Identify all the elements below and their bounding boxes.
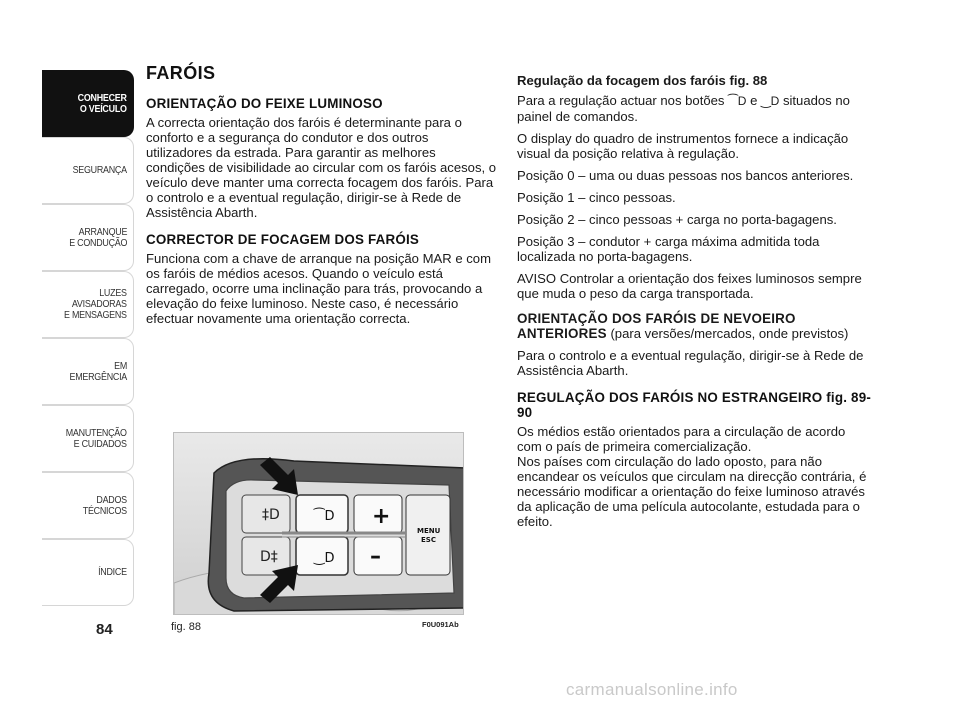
fog-lights-paragraph bbox=[517, 311, 872, 341]
tab-label: CONHECER O VEÍCULO bbox=[77, 91, 127, 115]
section-heading-focus-corrector: CORRECTOR DE FOCAGEM DOS FARÓIS bbox=[146, 232, 420, 247]
beam-orientation-text: A correcta orientação dos faróis é determinante para o conforto e a segurança do condutor e dos outros utilizadores da estrada. Para garantir as melhores condições de visibilidade ao circular com os faróis acesos, o veículo deve manter uma correcta focagem dos faróis. Para o controlo e a eventual regulação, dirigir-se à Rede de Assistência Abarth. bbox=[146, 115, 497, 220]
focus-corrector-text: Funciona com a chave de arranque na posição MAR e com os faróis de médios acesos. Quando o veículo está carregado, ocorre uma inclinação para trás, provocando a elevação do feixe luminoso. Neste caso, é necessário efectuar novamente uma orientação correcta. bbox=[146, 251, 491, 326]
tab-label: EM EMERGÊNCIA bbox=[69, 359, 127, 383]
tab-label: SEGURANÇA bbox=[72, 164, 127, 176]
figure-code: F0U091Ab bbox=[422, 620, 459, 629]
tab-label: ARRANQUE E CONDUÇÃO bbox=[69, 225, 127, 249]
abroad-text-1: Os médios estão orientados para a circulação de acordo com o país de primeira comercialização. bbox=[517, 424, 846, 454]
fog-front-icon: D‡ bbox=[260, 549, 278, 565]
plus-label: + bbox=[372, 504, 391, 529]
tab-label: LUZES AVISADORAS E MENSAGENS bbox=[64, 287, 127, 321]
dashboard-illustration bbox=[174, 433, 464, 615]
regulation-heading: Regulação da focagem dos faróis fig. 88 bbox=[517, 73, 768, 88]
tab-label: ÍNDICE bbox=[98, 566, 127, 578]
abroad-text-2: Nos países com circulação do lado oposto, para não encandear os veículos que circulam na direcção contrária, é necessário modificar a orientação do feixe luminoso através da aplicação de uma película autocolante, estudada para o efeito. bbox=[517, 454, 867, 529]
position-0: Posição 0 – uma ou duas pessoas nos bancos anteriores. bbox=[517, 168, 854, 183]
headlight-beam-down-icon: ‿D bbox=[761, 94, 780, 108]
tab-dados-tecnicos[interactable] bbox=[42, 472, 134, 539]
figure-88-headlight-controls bbox=[173, 432, 464, 615]
fog-lights-note: (para versões/mercados, onde previstos) bbox=[610, 326, 849, 341]
abroad-heading: REGULAÇÃO DOS FARÓIS NO ESTRANGEIRO fig. 89-90 bbox=[517, 390, 872, 420]
position-3: Posição 3 – condutor + carga máxima admitida toda localizada no porta-bagagens. bbox=[517, 234, 820, 264]
tab-manutencao-e-cuidados[interactable] bbox=[42, 405, 134, 472]
figure-caption: fig. 88 bbox=[171, 621, 201, 633]
display-text: O display do quadro de instrumentos fornece a indicação visual da posição relativa à regulação. bbox=[517, 131, 849, 161]
regulation-text-and: e bbox=[750, 93, 758, 108]
right-column bbox=[517, 73, 872, 536]
tab-seguranca[interactable] bbox=[42, 137, 134, 204]
aviso-text: AVISO Controlar a orientação dos feixes luminosos sempre que muda o peso da carga transportada. bbox=[517, 271, 862, 301]
menu-esc-button bbox=[406, 495, 450, 575]
fog-lights-text: Para o controlo e a eventual regulação, dirigir-se à Rede de Assistência Abarth. bbox=[517, 348, 864, 378]
tab-indice[interactable] bbox=[42, 539, 134, 606]
tab-label: DADOS TÉCNICOS bbox=[82, 493, 127, 517]
page-title: FARÓIS bbox=[146, 63, 216, 83]
regulation-text bbox=[517, 93, 872, 124]
position-1: Posição 1 – cinco pessoas. bbox=[517, 190, 676, 205]
fog-rear-icon: ‡D bbox=[262, 507, 280, 523]
headlight-beam-down-icon: ‿D bbox=[314, 551, 335, 566]
tab-label: MANUTENÇÃO E CUIDADOS bbox=[66, 426, 127, 450]
regulation-text-b: situados no painel de comandos. bbox=[517, 93, 850, 124]
headlight-beam-up-icon: ⁀D bbox=[728, 94, 747, 108]
minus-label: – bbox=[370, 544, 381, 569]
esc-label: ESC bbox=[421, 536, 436, 544]
tab-arranque-e-conducao[interactable] bbox=[42, 204, 134, 271]
section-heading-beam-orientation: ORIENTAÇÃO DO FEIXE LUMINOSO bbox=[146, 96, 383, 111]
left-column bbox=[146, 63, 498, 333]
tab-conhecer-o-veiculo[interactable] bbox=[42, 70, 134, 137]
regulation-text-a: Para a regulação actuar nos botões bbox=[517, 93, 725, 108]
position-2: Posição 2 – cinco pessoas + carga no porta-bagagens. bbox=[517, 212, 837, 227]
fog-lights-heading: ORIENTAÇÃO DOS FARÓIS DE NEVOEIRO ANTERIORES bbox=[517, 311, 796, 341]
menu-label: MENU bbox=[417, 527, 441, 535]
tab-em-emergencia[interactable] bbox=[42, 338, 134, 405]
page-number: 84 bbox=[96, 621, 113, 638]
tab-luzes-avisadoras[interactable] bbox=[42, 271, 134, 338]
watermark: carmanualsonline.info bbox=[566, 680, 738, 699]
headlight-beam-up-icon: ⁀D bbox=[314, 509, 335, 524]
chapter-tabs bbox=[42, 70, 134, 606]
